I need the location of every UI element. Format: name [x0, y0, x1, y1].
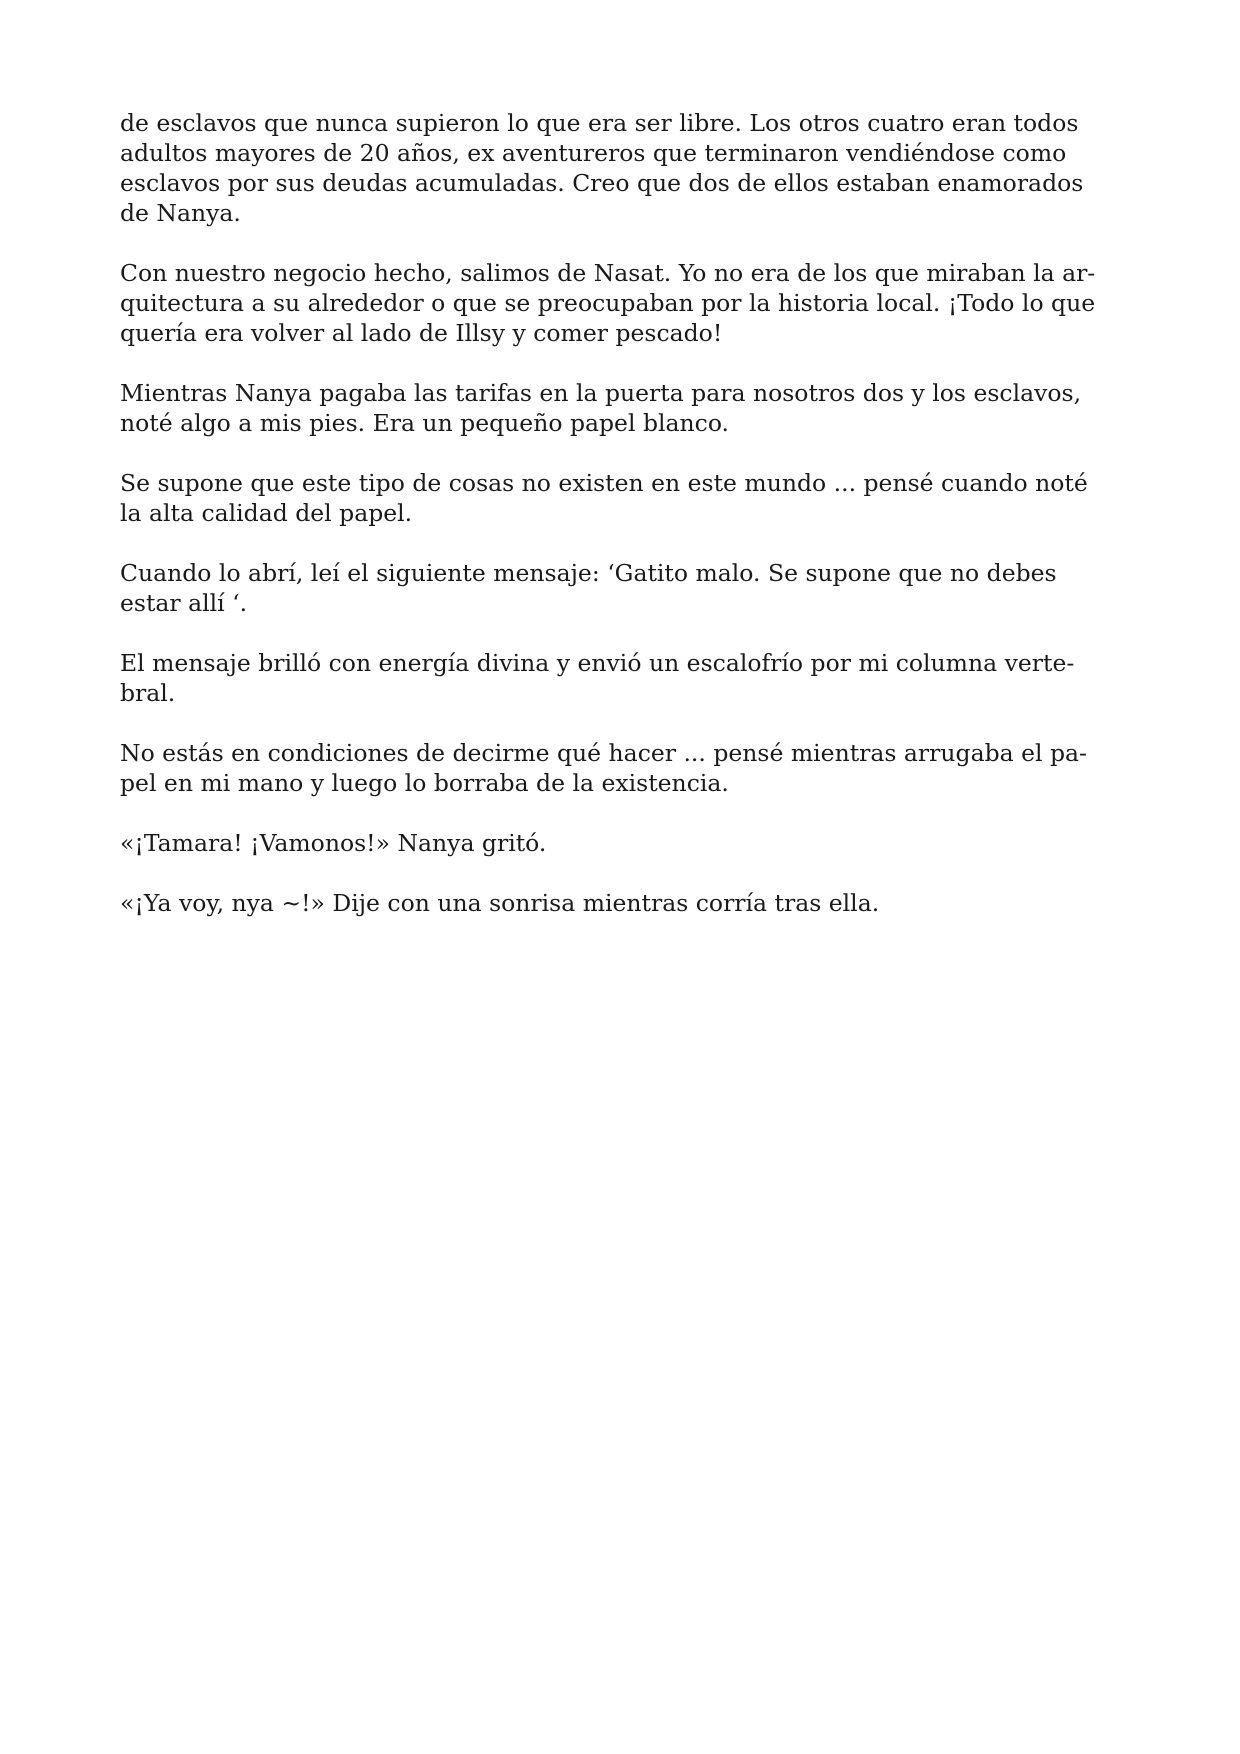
paragraph: El mensaje brilló con energía divina y envió un escalofrío por mi columna verte- bral. [120, 649, 1075, 707]
paragraph: No estás en condiciones de decirme qué hacer ... pensé mientras arrugaba el pa- pel en mi mano y luego lo borraba de la existencia. [120, 739, 1087, 797]
paragraph: Mientras Nanya pagaba las tarifas en la puerta para nosotros dos y los esclavos, noté algo a mis pies. Era un pequeño papel blanco. [120, 379, 1082, 437]
paragraph: de esclavos que nunca supieron lo que era ser libre. Los otros cuatro eran todos adultos mayores de 20 años, ex aventureros que terminaron vendiéndose como esclavos por sus deudas acumuladas. Creo que dos de ellos estaban enamorados de Nanya. [120, 109, 1084, 227]
paragraph: «¡Ya voy, nya ~!» Dije con una sonrisa mientras corría tras ella. [120, 889, 880, 917]
paragraph: Cuando lo abrí, leí el siguiente mensaje: ‘Gatito malo. Se supone que no debes estar allí ‘. [120, 559, 1057, 617]
paragraph: «¡Tamara! ¡Vamonos!» Nanya gritó. [120, 829, 547, 857]
paragraph: Se supone que este tipo de cosas no existen en este mundo ... pensé cuando noté la alta calidad del papel. [120, 469, 1088, 527]
paragraph: Con nuestro negocio hecho, salimos de Nasat. Yo no era de los que miraban la ar- quitectura a su alrededor o que se preocupaban por la historia local. ¡Todo lo que quería era volver al lado de Illsy y comer pescado! [120, 259, 1096, 347]
body-text [120, 108, 1120, 948]
